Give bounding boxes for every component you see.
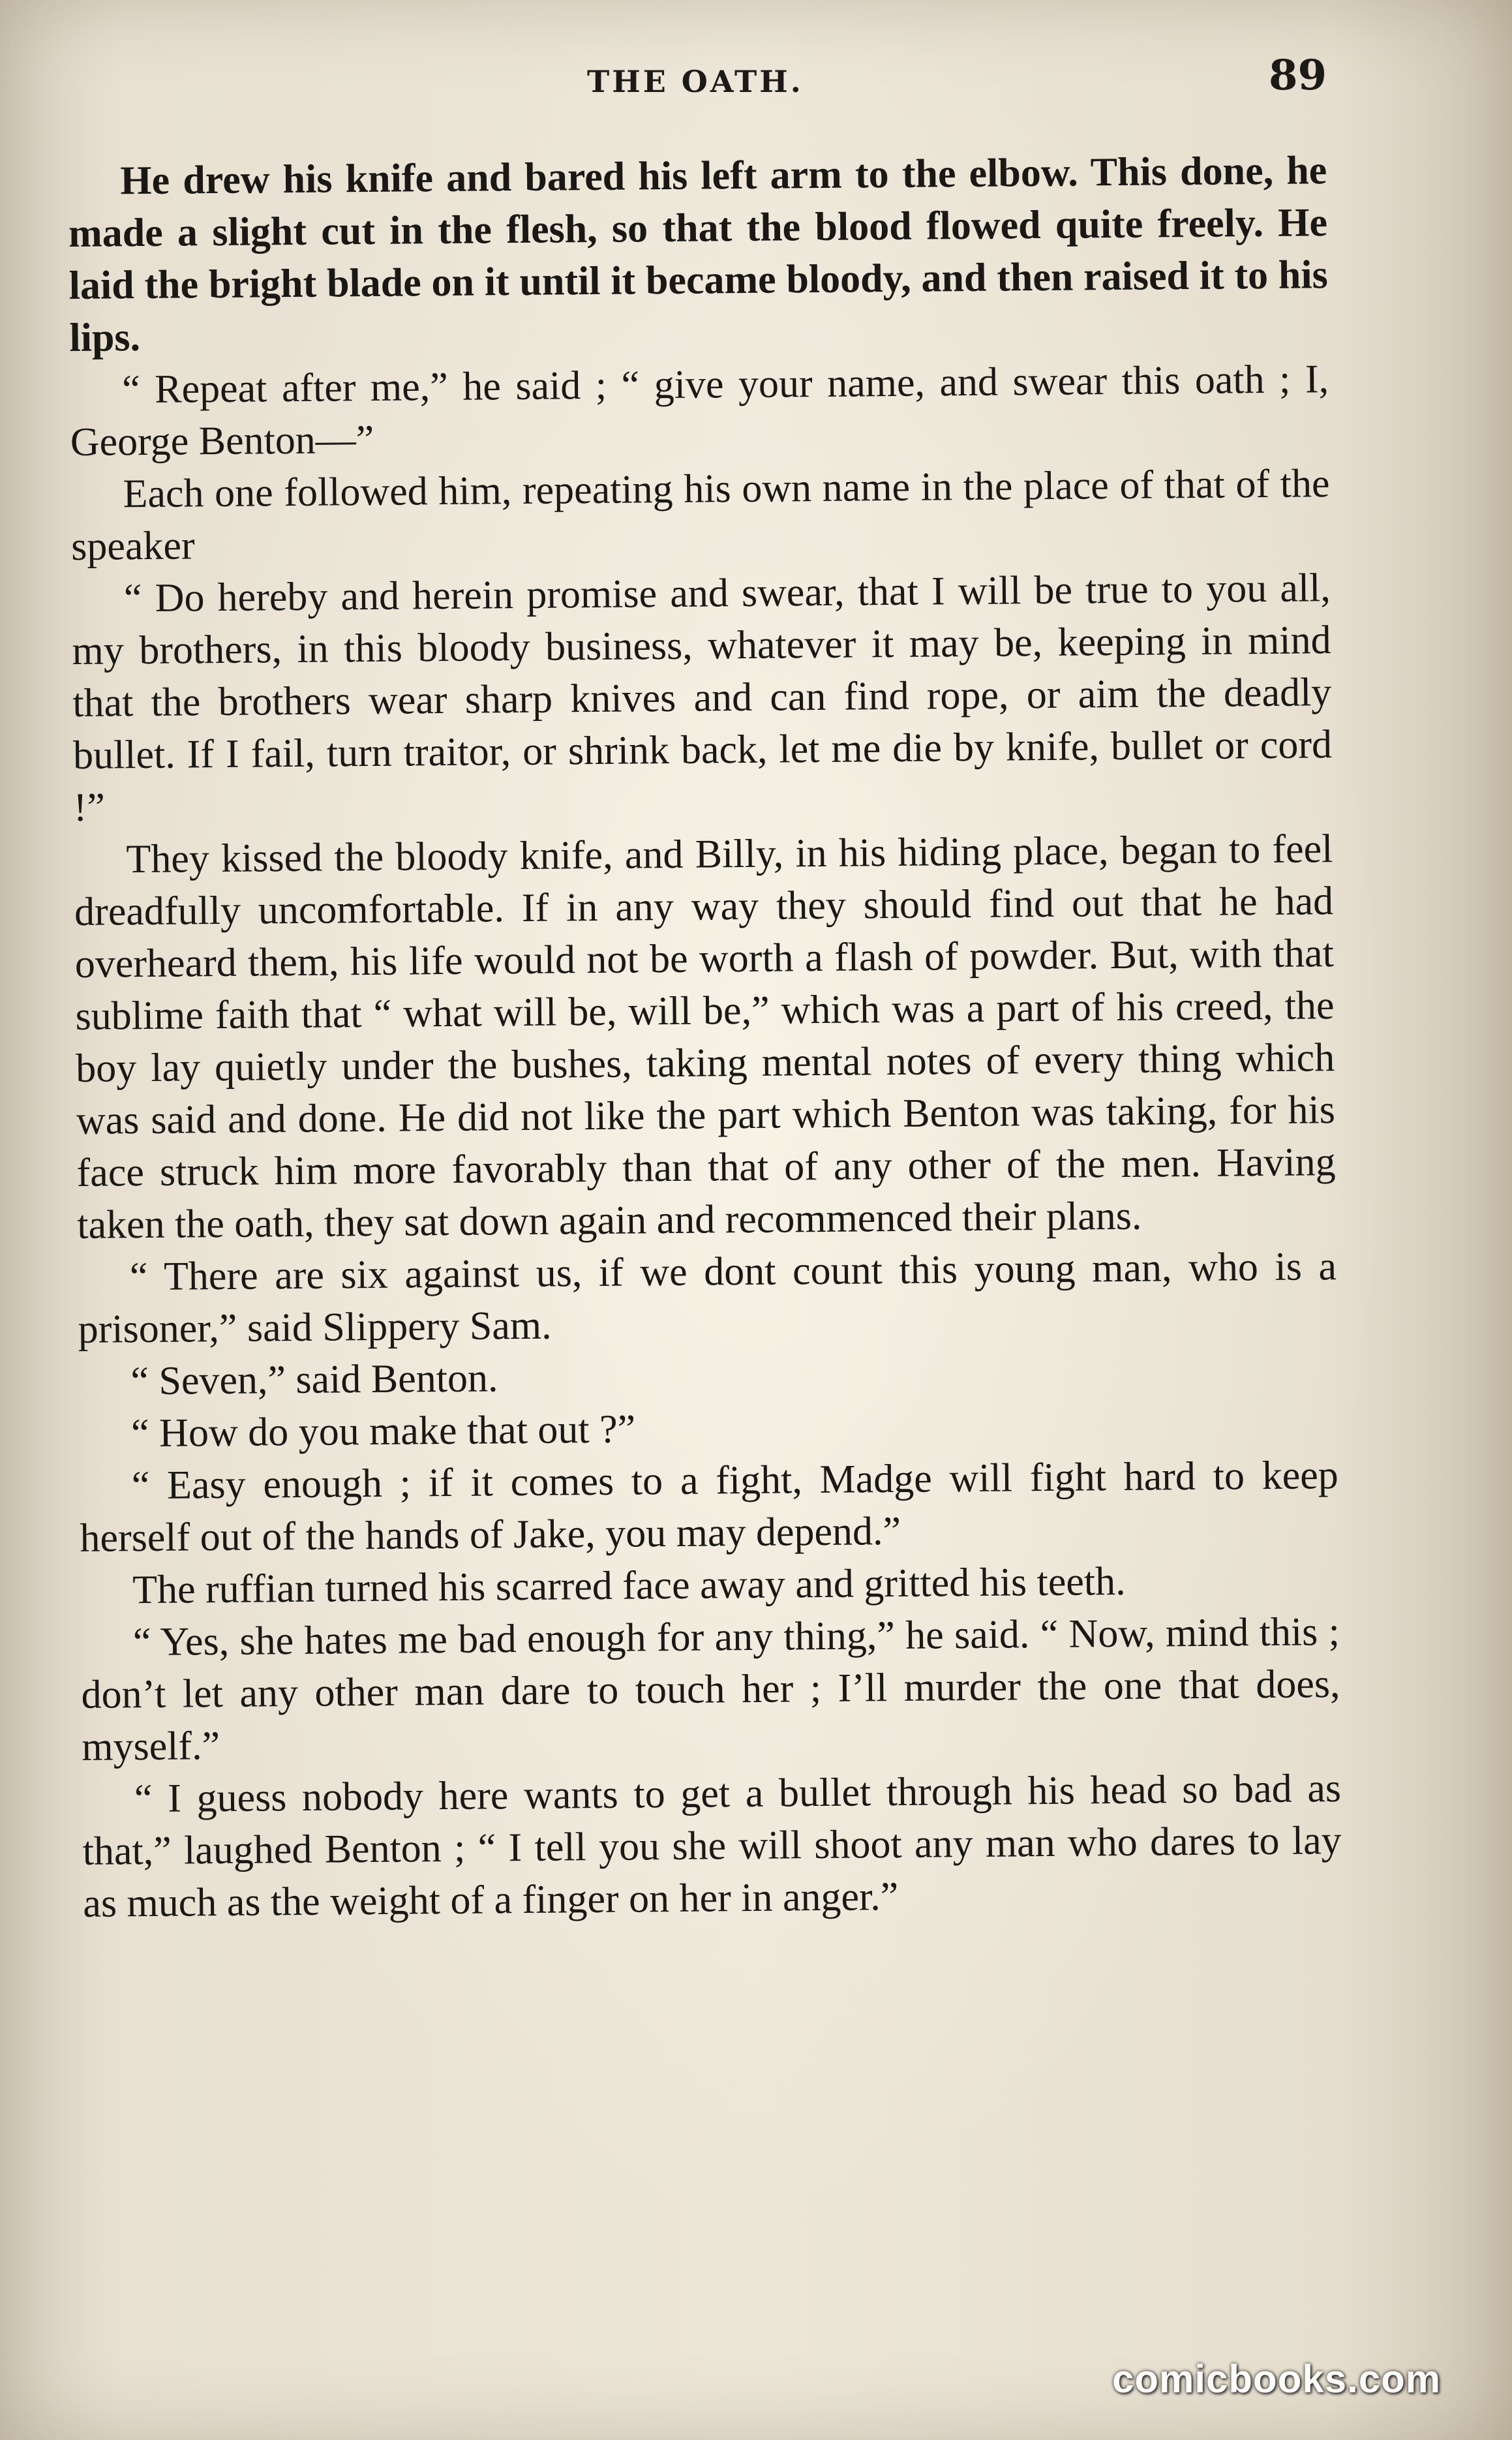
paragraph: “ Repeat after me,” he said ; “ give your name, and swear this oath ; I, George Benton—” (70, 357, 1329, 465)
paragraph: “ How do you make that out ?” (130, 1407, 636, 1456)
page-number: 89 (1269, 51, 1327, 100)
paragraph: “ There are six against us, if we dont count this young man, who is a prisoner,” said Slippery Sam. (78, 1244, 1337, 1352)
site-watermark: comicbooks.com (1112, 2357, 1442, 2401)
paragraph: “ Yes, she hates me bad enough for any thing,” he said. “ Now, mind this ; don’t let any other man dare to touch her ; I’ll murder the one that does, myself.” (81, 1609, 1340, 1769)
paragraph: “ Easy enough ; if it comes to a fight, Madge will fight hard to keep herself out of the hands of Jake, you may depend.” (80, 1453, 1339, 1561)
paragraph: The ruffian turned his scarred face away and gritted his teeth. (132, 1559, 1126, 1613)
chapter-title: THE OATH. (587, 64, 804, 99)
paragraph: Each one followed him, repeating his own name in the place of that of the speaker (70, 461, 1330, 569)
body-text (68, 144, 1345, 2276)
running-head (0, 51, 1512, 103)
paragraph: “ Do hereby and herein promise and swear, that I will be true to you all, my brothers, in this bloody business, whatever it may be, keeping in mind that the brothers wear sharp knives and can find rope, or aim the deadly bullet. If I fail, turn traitor, or shrink back, let me die by knife, bullet or cord !” (72, 566, 1333, 830)
paragraph: “ Seven,” said Benton. (130, 1356, 498, 1404)
paragraph: “ I guess nobody here wants to get a bullet through his head so bad as that,” laughed Benton ; “ I tell you she will shoot any man who dares to lay as much as the weight of a finger on her in anger.” (82, 1766, 1342, 1926)
paragraph: They kissed the bloody knife, and Billy, in his hiding place, began to feel dreadfully uncomfortable. If in any way they should find out that he had overheard them, his life would not be worth a flash of powder. But, with that sublime faith that “ what will be, will be,” which was a part of his creed, the boy lay quietly under the bushes, taking mental notes of every thing which was said and done. He did not like the part which Benton was taking, for his face struck him more favorably than that of any other of the men. Having taken the oath, they sat down again and recommenced their plans. (74, 827, 1336, 1247)
paragraph: He drew his knife and bared his left arm to the elbow. This done, he made a slight cut in the flesh, so that the blood flowed quite freely. He laid the bright blade on it until it became bloody, and then raised it to his lips. (68, 148, 1328, 360)
